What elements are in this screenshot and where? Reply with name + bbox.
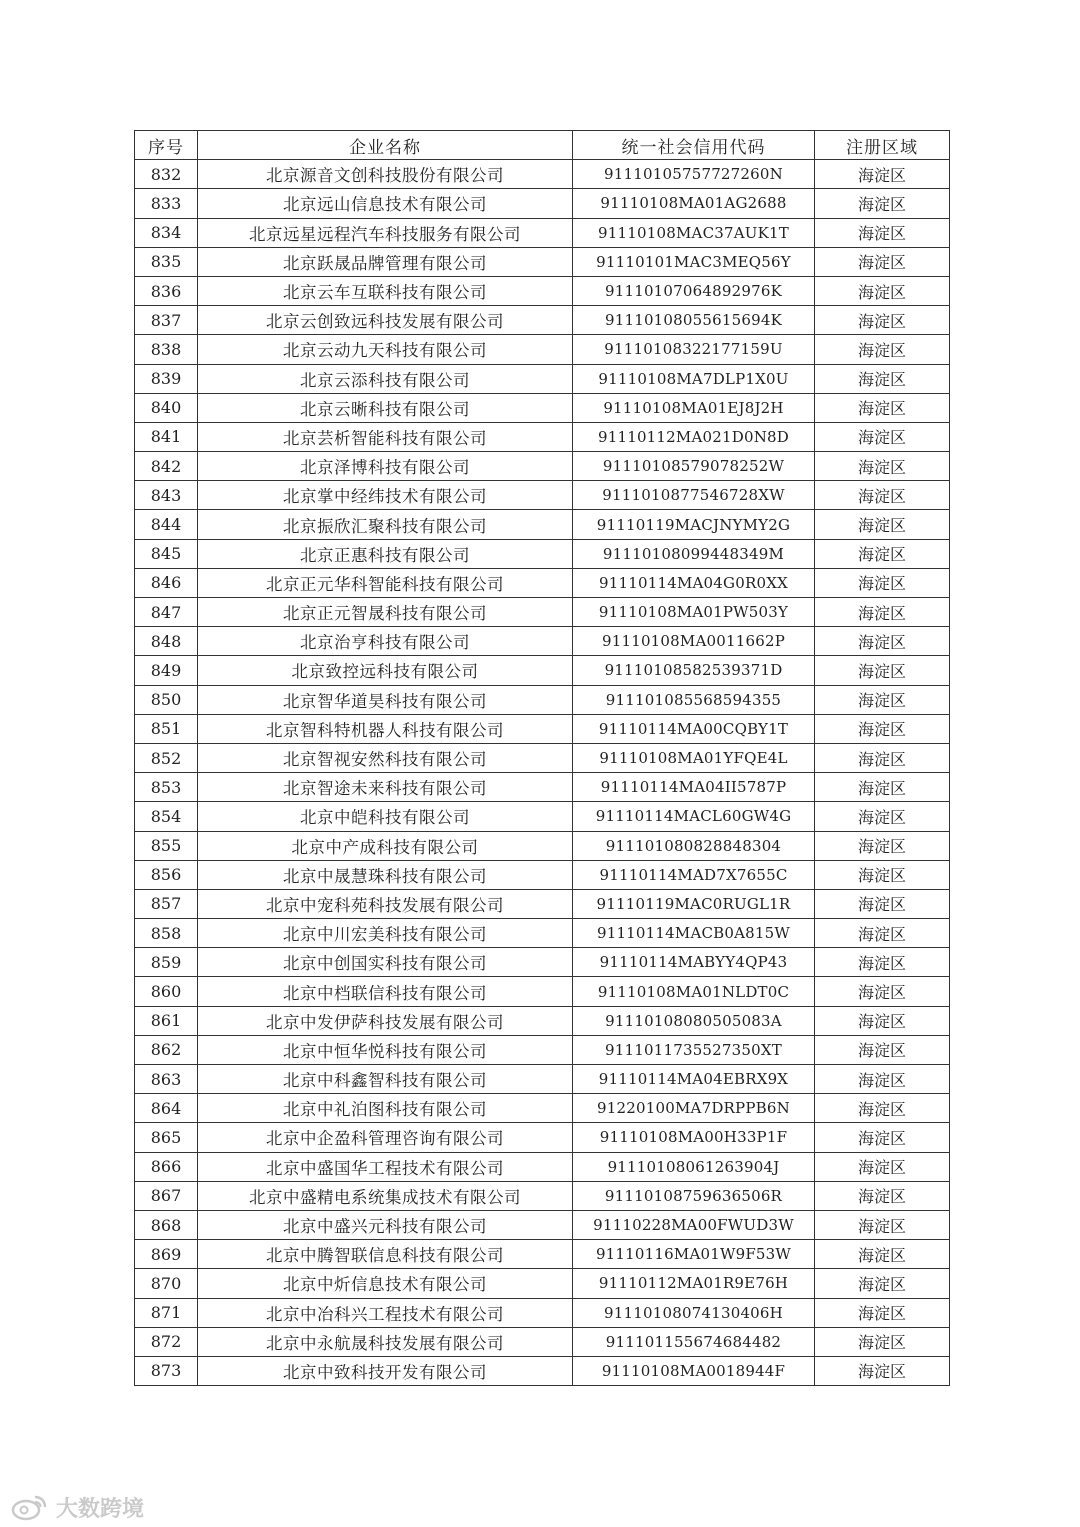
cell-region: 海淀区	[815, 1240, 950, 1269]
header-index: 序号	[135, 131, 198, 160]
cell-name: 北京泽博科技有限公司	[198, 452, 573, 481]
table-row	[135, 1065, 950, 1094]
cell-index: 839	[135, 364, 198, 393]
cell-index: 863	[135, 1065, 198, 1094]
cell-name: 北京中盛国华工程技术有限公司	[198, 1152, 573, 1181]
table-row	[135, 452, 950, 481]
cell-code: 91110108322177159U	[573, 335, 815, 364]
cell-name: 北京智视安然科技有限公司	[198, 743, 573, 772]
cell-index: 860	[135, 977, 198, 1006]
cell-name: 北京中档联信科技有限公司	[198, 977, 573, 1006]
cell-region: 海淀区	[815, 189, 950, 218]
watermark-text: 大数跨境	[56, 1496, 145, 1522]
cell-region: 海淀区	[815, 1356, 950, 1385]
cell-name: 北京正元华科智能科技有限公司	[198, 568, 573, 597]
cell-name: 北京中川宏美科技有限公司	[198, 919, 573, 948]
cell-region: 海淀区	[815, 1298, 950, 1327]
cell-name: 北京远山信息技术有限公司	[198, 189, 573, 218]
cell-region: 海淀区	[815, 422, 950, 451]
cell-region: 海淀区	[815, 306, 950, 335]
cell-name: 北京云车互联科技有限公司	[198, 276, 573, 305]
cell-code: 91110108MA0011662P	[573, 627, 815, 656]
table-row	[135, 1035, 950, 1064]
cell-code: 9111010877546728XW	[573, 481, 815, 510]
cell-index: 833	[135, 189, 198, 218]
cell-name: 北京中创国实科技有限公司	[198, 948, 573, 977]
cell-region: 海淀区	[815, 1065, 950, 1094]
cell-index: 837	[135, 306, 198, 335]
cell-code: 911101155674684482	[573, 1327, 815, 1356]
cell-region: 海淀区	[815, 393, 950, 422]
cell-code: 91110108MA01EJ8J2H	[573, 393, 815, 422]
cell-name: 北京远星远程汽车科技服务有限公司	[198, 218, 573, 247]
cell-code: 911101085568594355	[573, 685, 815, 714]
table-row	[135, 306, 950, 335]
header-row	[135, 131, 950, 160]
table-row	[135, 160, 950, 189]
cell-name: 北京中企盈科管理咨询有限公司	[198, 1123, 573, 1152]
cell-code: 91110108MA01AG2688	[573, 189, 815, 218]
table-row	[135, 568, 950, 597]
cell-index: 835	[135, 247, 198, 276]
table-row	[135, 598, 950, 627]
cell-index: 871	[135, 1298, 198, 1327]
cell-code: 91110114MA04G0R0XX	[573, 568, 815, 597]
cell-code: 91110114MACB0A815W	[573, 919, 815, 948]
table-row	[135, 364, 950, 393]
table-row	[135, 948, 950, 977]
cell-name: 北京中永航晟科技发展有限公司	[198, 1327, 573, 1356]
table-row	[135, 189, 950, 218]
cell-code: 91110114MAD7X7655C	[573, 860, 815, 889]
table-row	[135, 422, 950, 451]
cell-region: 海淀区	[815, 948, 950, 977]
cell-index: 848	[135, 627, 198, 656]
cell-index: 846	[135, 568, 198, 597]
table-row	[135, 510, 950, 539]
cell-index: 864	[135, 1094, 198, 1123]
cell-region: 海淀区	[815, 802, 950, 831]
cell-region: 海淀区	[815, 160, 950, 189]
table-row	[135, 218, 950, 247]
cell-name: 北京芸析智能科技有限公司	[198, 422, 573, 451]
cell-index: 851	[135, 714, 198, 743]
cell-region: 海淀区	[815, 539, 950, 568]
cell-index: 866	[135, 1152, 198, 1181]
header-code: 统一社会信用代码	[573, 131, 815, 160]
cell-code: 91110108074130406H	[573, 1298, 815, 1327]
table-row	[135, 1181, 950, 1210]
cell-code: 91110101MAC3MEQ56Y	[573, 247, 815, 276]
table-row	[135, 860, 950, 889]
cell-index: 855	[135, 831, 198, 860]
cell-name: 北京中科鑫智科技有限公司	[198, 1065, 573, 1094]
cell-code: 91110108MA0018944F	[573, 1356, 815, 1385]
cell-region: 海淀区	[815, 1123, 950, 1152]
cell-code: 91110108MA7DLP1X0U	[573, 364, 815, 393]
cell-region: 海淀区	[815, 1094, 950, 1123]
cell-index: 861	[135, 1006, 198, 1035]
table-row	[135, 831, 950, 860]
cell-region: 海淀区	[815, 831, 950, 860]
cell-index: 873	[135, 1356, 198, 1385]
table-row	[135, 889, 950, 918]
cell-name: 北京中盛精电系统集成技术有限公司	[198, 1181, 573, 1210]
cell-region: 海淀区	[815, 656, 950, 685]
cell-index: 844	[135, 510, 198, 539]
cell-region: 海淀区	[815, 481, 950, 510]
watermark	[10, 1490, 144, 1524]
cell-name: 北京中礼泊图科技有限公司	[198, 1094, 573, 1123]
cell-name: 北京中腾智联信息科技有限公司	[198, 1240, 573, 1269]
cell-region: 海淀区	[815, 218, 950, 247]
cell-code: 91110114MACL60GW4G	[573, 802, 815, 831]
cell-name: 北京中宠科苑科技发展有限公司	[198, 889, 573, 918]
table-row	[135, 1356, 950, 1385]
cell-index: 865	[135, 1123, 198, 1152]
cell-region: 海淀区	[815, 247, 950, 276]
cell-name: 北京智科特机器人科技有限公司	[198, 714, 573, 743]
header-name: 企业名称	[198, 131, 573, 160]
table-row	[135, 802, 950, 831]
cell-name: 北京中盛兴元科技有限公司	[198, 1210, 573, 1239]
table-row	[135, 335, 950, 364]
cell-index: 832	[135, 160, 198, 189]
table-row	[135, 1240, 950, 1269]
table-row	[135, 1094, 950, 1123]
cell-name: 北京源音文创科技股份有限公司	[198, 160, 573, 189]
cell-region: 海淀区	[815, 889, 950, 918]
cell-name: 北京振欣汇聚科技有限公司	[198, 510, 573, 539]
cell-index: 862	[135, 1035, 198, 1064]
cell-region: 海淀区	[815, 364, 950, 393]
cell-name: 北京云添科技有限公司	[198, 364, 573, 393]
cell-code: 91110105757727260N	[573, 160, 815, 189]
cell-index: 834	[135, 218, 198, 247]
table-row	[135, 276, 950, 305]
cell-code: 91110108080505083A	[573, 1006, 815, 1035]
cell-index: 854	[135, 802, 198, 831]
cell-code: 91110114MA04II5787P	[573, 773, 815, 802]
cell-index: 838	[135, 335, 198, 364]
cell-name: 北京中致科技开发有限公司	[198, 1356, 573, 1385]
cell-name: 北京跃晟品牌管理有限公司	[198, 247, 573, 276]
cell-code: 91110112MA021D0N8D	[573, 422, 815, 451]
cell-name: 北京正元智晟科技有限公司	[198, 598, 573, 627]
cell-name: 北京掌中经纬技术有限公司	[198, 481, 573, 510]
cell-region: 海淀区	[815, 568, 950, 597]
table-row	[135, 743, 950, 772]
cell-name: 北京治亨科技有限公司	[198, 627, 573, 656]
cell-name: 北京云动九天科技有限公司	[198, 335, 573, 364]
table-row	[135, 1298, 950, 1327]
cell-index: 853	[135, 773, 198, 802]
cell-code: 91110116MA01W9F53W	[573, 1240, 815, 1269]
cell-index: 836	[135, 276, 198, 305]
cell-code: 91110108055615694K	[573, 306, 815, 335]
cell-code: 91110108MAC37AUK1T	[573, 218, 815, 247]
cell-name: 北京智途未来科技有限公司	[198, 773, 573, 802]
cell-name: 北京云创致远科技发展有限公司	[198, 306, 573, 335]
cell-code: 91220100MA7DRPPB6N	[573, 1094, 815, 1123]
cell-region: 海淀区	[815, 1035, 950, 1064]
table-header	[135, 131, 950, 160]
enterprise-table	[134, 130, 950, 1386]
cell-code: 91110108MA01PW503Y	[573, 598, 815, 627]
table-row	[135, 977, 950, 1006]
cell-index: 869	[135, 1240, 198, 1269]
cell-name: 北京云晰科技有限公司	[198, 393, 573, 422]
table-row	[135, 685, 950, 714]
cell-region: 海淀区	[815, 977, 950, 1006]
cell-index: 842	[135, 452, 198, 481]
cell-region: 海淀区	[815, 452, 950, 481]
cell-index: 840	[135, 393, 198, 422]
cell-index: 867	[135, 1181, 198, 1210]
table-row	[135, 1210, 950, 1239]
cell-region: 海淀区	[815, 1327, 950, 1356]
cell-name: 北京智华道昊科技有限公司	[198, 685, 573, 714]
header-region: 注册区域	[815, 131, 950, 160]
cell-index: 852	[135, 743, 198, 772]
cell-region: 海淀区	[815, 860, 950, 889]
cell-region: 海淀区	[815, 335, 950, 364]
cell-code: 91110119MACJNYMY2G	[573, 510, 815, 539]
cell-region: 海淀区	[815, 1152, 950, 1181]
cell-region: 海淀区	[815, 627, 950, 656]
cell-name: 北京中产成科技有限公司	[198, 831, 573, 860]
cell-code: 91110119MAC0RUGL1R	[573, 889, 815, 918]
table-row	[135, 1269, 950, 1298]
cell-code: 91110108579078252W	[573, 452, 815, 481]
cell-region: 海淀区	[815, 1210, 950, 1239]
cell-code: 91110114MA00CQBY1T	[573, 714, 815, 743]
cell-code: 91110107064892976K	[573, 276, 815, 305]
cell-name: 北京中皑科技有限公司	[198, 802, 573, 831]
cell-index: 868	[135, 1210, 198, 1239]
cell-region: 海淀区	[815, 1269, 950, 1298]
table-row	[135, 1006, 950, 1035]
cell-index: 856	[135, 860, 198, 889]
table-row	[135, 247, 950, 276]
table-body	[135, 160, 950, 1386]
cell-region: 海淀区	[815, 598, 950, 627]
cell-index: 858	[135, 919, 198, 948]
cell-region: 海淀区	[815, 1181, 950, 1210]
cell-name: 北京中恒华悦科技有限公司	[198, 1035, 573, 1064]
cell-name: 北京中冶科兴工程技术有限公司	[198, 1298, 573, 1327]
table-row	[135, 919, 950, 948]
cell-index: 841	[135, 422, 198, 451]
cell-index: 843	[135, 481, 198, 510]
cell-name: 北京正惠科技有限公司	[198, 539, 573, 568]
table-row	[135, 393, 950, 422]
cell-index: 870	[135, 1269, 198, 1298]
table-row	[135, 714, 950, 743]
table-row	[135, 627, 950, 656]
cell-code: 91110108MA01YFQE4L	[573, 743, 815, 772]
weibo-style-logo-icon	[10, 1493, 50, 1521]
table-row	[135, 481, 950, 510]
table-row	[135, 773, 950, 802]
cell-region: 海淀区	[815, 510, 950, 539]
table-row	[135, 656, 950, 685]
cell-index: 849	[135, 656, 198, 685]
cell-code: 91110108MA00H33P1F	[573, 1123, 815, 1152]
cell-index: 857	[135, 889, 198, 918]
cell-name: 北京中炘信息技术有限公司	[198, 1269, 573, 1298]
cell-code: 91110108759636506R	[573, 1181, 815, 1210]
cell-code: 91110108MA01NLDT0C	[573, 977, 815, 1006]
cell-index: 845	[135, 539, 198, 568]
cell-name: 北京致控远科技有限公司	[198, 656, 573, 685]
cell-region: 海淀区	[815, 1006, 950, 1035]
cell-index: 872	[135, 1327, 198, 1356]
cell-name: 北京中发伊萨科技发展有限公司	[198, 1006, 573, 1035]
cell-code: 91110108099448349M	[573, 539, 815, 568]
cell-name: 北京中晟慧珠科技有限公司	[198, 860, 573, 889]
cell-region: 海淀区	[815, 919, 950, 948]
table-row	[135, 1123, 950, 1152]
cell-index: 847	[135, 598, 198, 627]
cell-code: 911101080828848304	[573, 831, 815, 860]
cell-code: 91110228MA00FWUD3W	[573, 1210, 815, 1239]
cell-region: 海淀区	[815, 714, 950, 743]
cell-index: 850	[135, 685, 198, 714]
cell-code: 91110108061263904J	[573, 1152, 815, 1181]
cell-region: 海淀区	[815, 743, 950, 772]
cell-region: 海淀区	[815, 773, 950, 802]
cell-code: 91110108582539371D	[573, 656, 815, 685]
cell-code: 9111011735527350XT	[573, 1035, 815, 1064]
cell-region: 海淀区	[815, 276, 950, 305]
table-row	[135, 1152, 950, 1181]
cell-region: 海淀区	[815, 685, 950, 714]
cell-code: 91110114MABYY4QP43	[573, 948, 815, 977]
cell-index: 859	[135, 948, 198, 977]
cell-code: 91110114MA04EBRX9X	[573, 1065, 815, 1094]
table-row	[135, 539, 950, 568]
cell-code: 91110112MA01R9E76H	[573, 1269, 815, 1298]
table-row	[135, 1327, 950, 1356]
